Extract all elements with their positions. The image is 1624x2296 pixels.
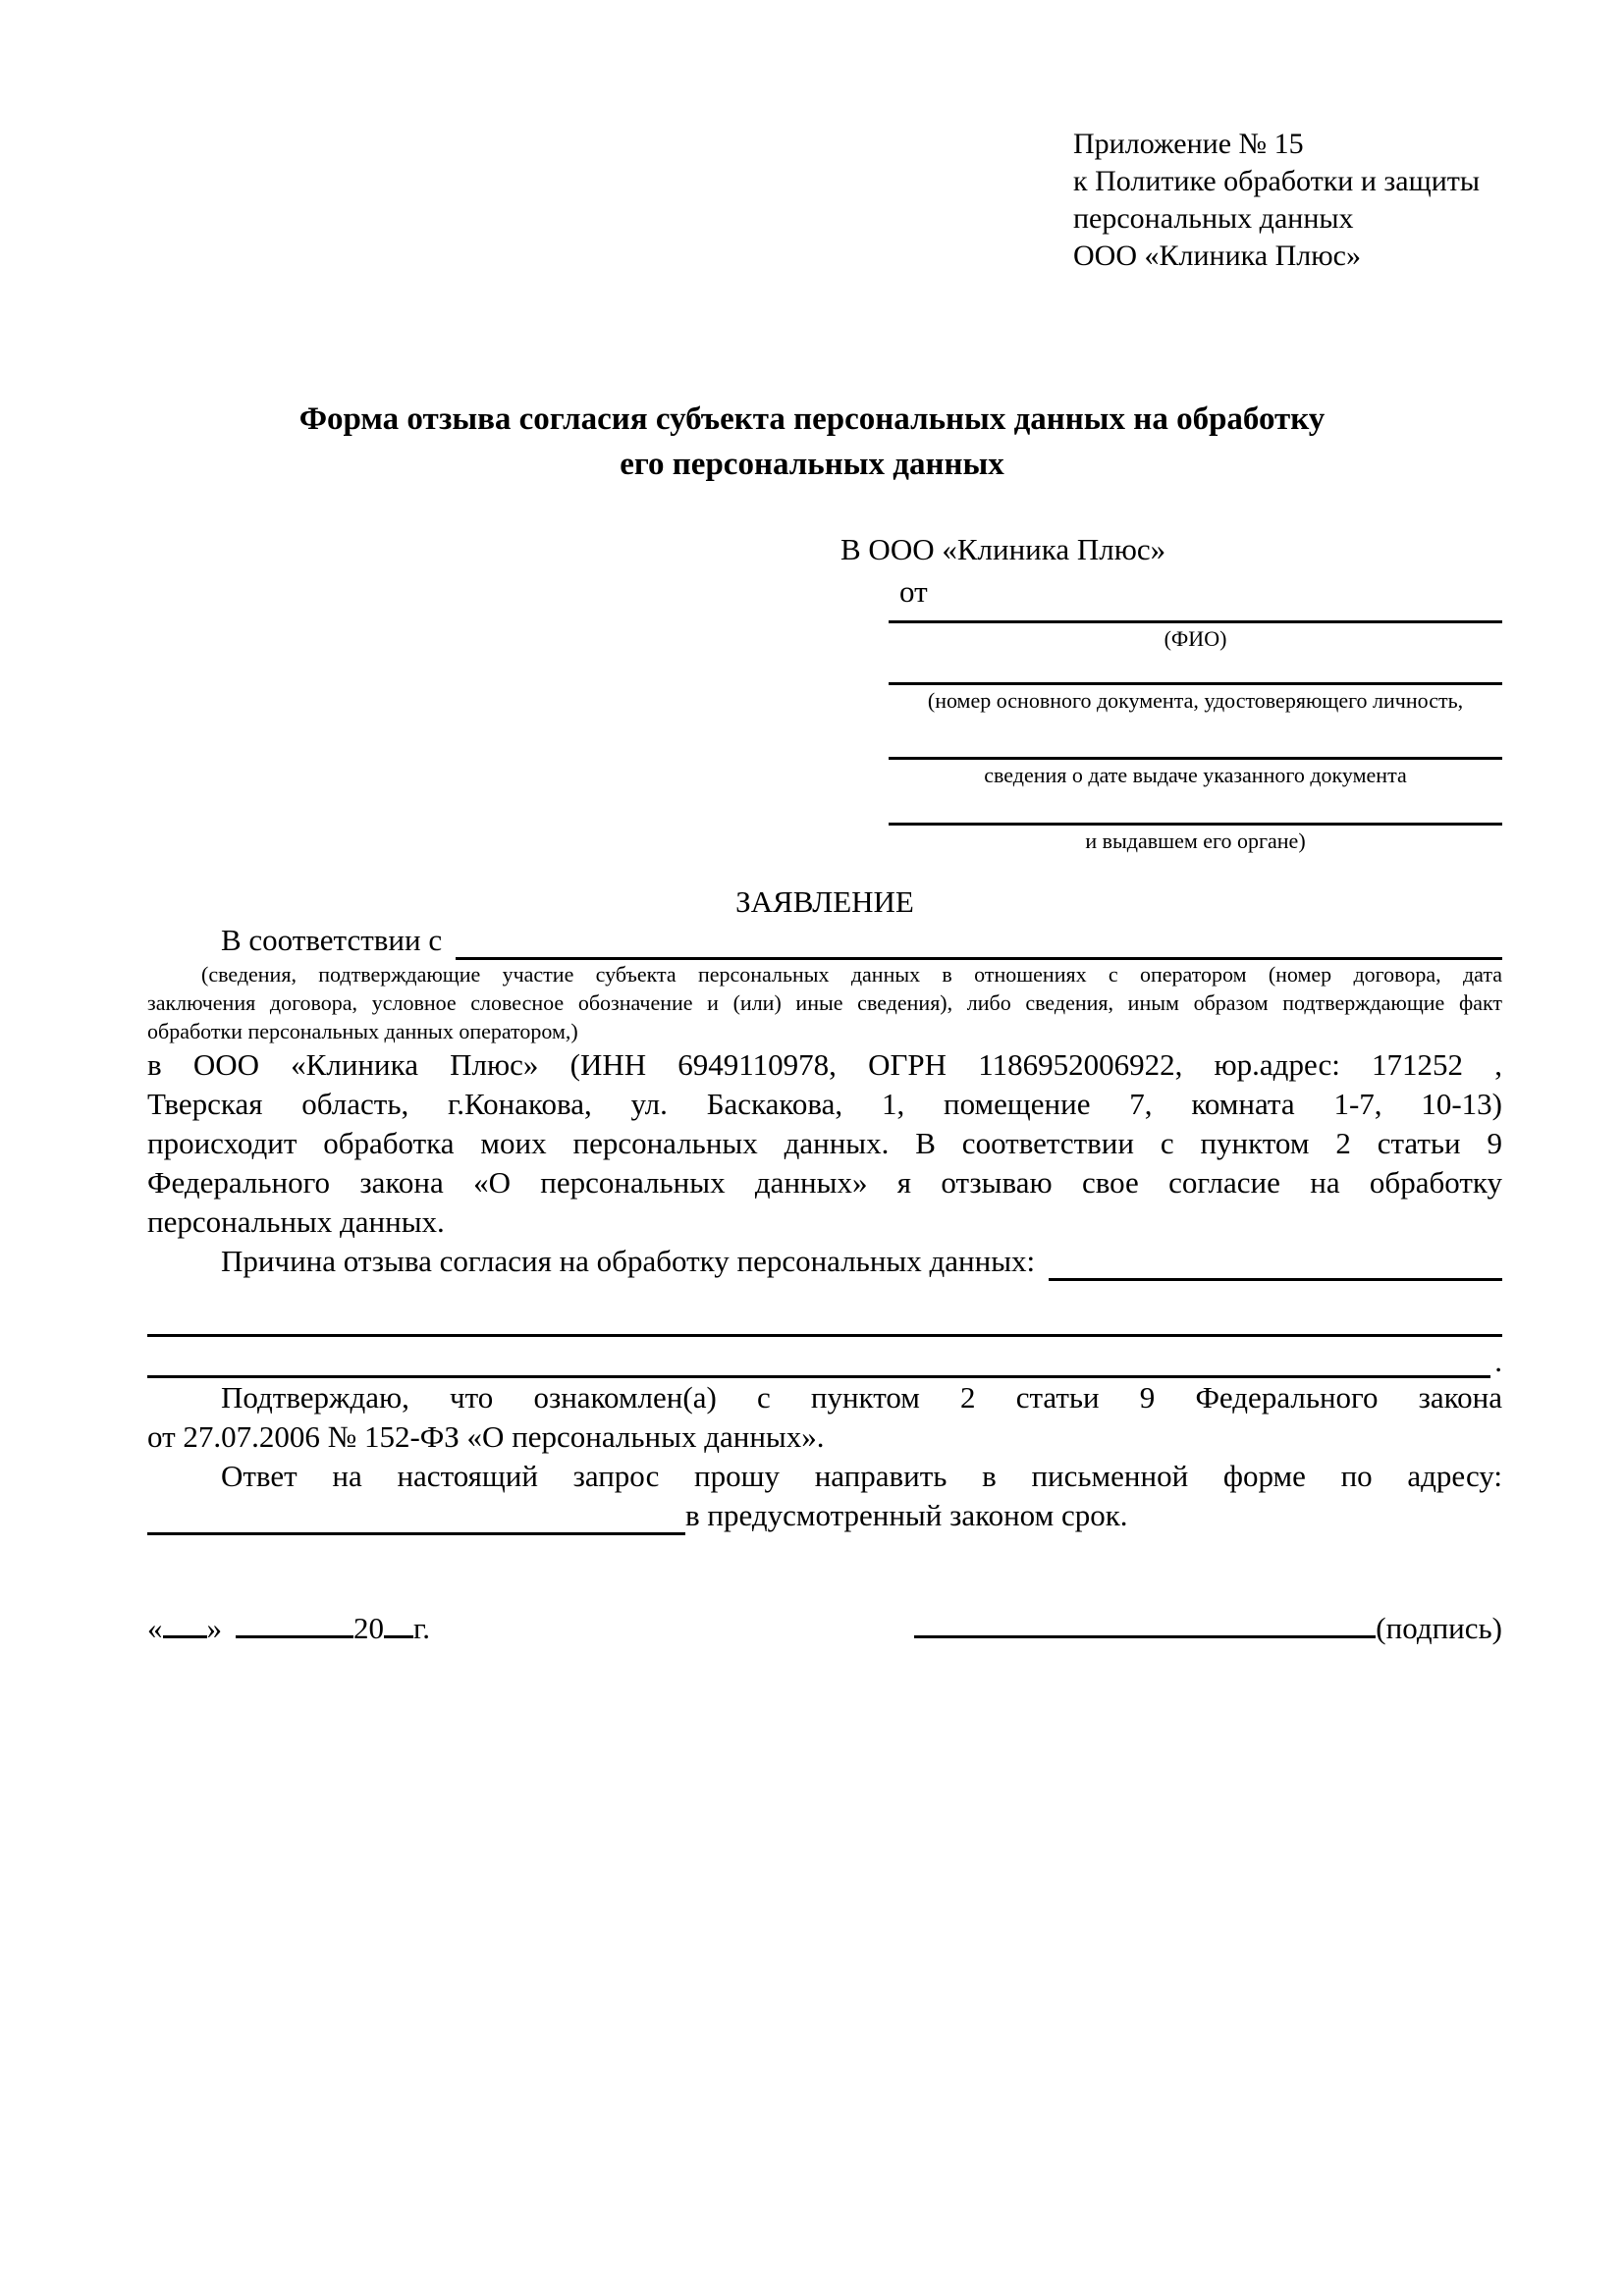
fine-print-line-3: обработки персональных данных оператором,) [147, 1019, 578, 1043]
reply-line: Ответ на настоящий запрос прошу направить в письменной форме по адресу: [221, 1459, 1502, 1493]
appendix-line-4: ООО «Клиника Плюс» [1073, 240, 1361, 272]
reason-line-period: . [1494, 1344, 1502, 1378]
reason-blank-line-2-row [147, 1337, 1502, 1378]
reason-label: Причина отзыва согласия на обработку персональных данных: [221, 1244, 1036, 1278]
addressee-to: В ООО «Клиника Плюс» [840, 532, 1166, 566]
body-line-4: Федерального закона «О персональных данных» я отзываю свое согласие на обработку [147, 1165, 1502, 1200]
date-open-quote: « [147, 1611, 163, 1645]
fio-caption: (ФИО) [1164, 626, 1227, 651]
appendix-line-2: к Политике обработки и защиты [1073, 165, 1481, 197]
page-title-line-2: его персональных данных [620, 447, 1004, 482]
reason-inline-blank[interactable] [1049, 1245, 1502, 1281]
confirm-line-2: от 27.07.2006 № 152-ФЗ «О персональных данных». [147, 1419, 825, 1454]
reason-blank-line-2[interactable] [147, 1336, 1490, 1378]
reply-address-row [147, 1496, 1502, 1535]
reason-blank-line-1[interactable] [147, 1295, 1502, 1337]
body-line-3: происходит обработка моих персональных данных. В соответствии с пунктом 2 статьи 9 [147, 1126, 1502, 1160]
confirm-line-1: Подтверждаю, что ознакомлен(а) с пунктом 2 статьи 9 Федерального закона [221, 1380, 1502, 1415]
signature-row [147, 1608, 1502, 1648]
accordance-blank-line[interactable] [456, 924, 1502, 960]
signature-area [914, 1608, 1502, 1648]
date-month-blank[interactable] [236, 1608, 353, 1638]
fio-blank-line[interactable] [889, 591, 1502, 623]
reason-line [147, 1242, 1502, 1281]
appendix-block [1073, 126, 1480, 275]
date-year-blank[interactable] [384, 1608, 413, 1638]
appendix-line-1: Приложение № 15 [1073, 128, 1304, 160]
reply-address-blank[interactable] [147, 1499, 685, 1535]
doc-number-blank-line[interactable] [889, 653, 1502, 685]
date-year-prefix: 20 [353, 1611, 384, 1645]
fine-print-line-1: (сведения, подтверждающие участие субъекта персональных данных в отношениях с оператором (номер договора, дата [201, 962, 1502, 987]
signature-date [147, 1608, 430, 1648]
signature-blank[interactable] [914, 1608, 1376, 1638]
body-line-2: Тверская область, г.Конакова, ул. Баскакова, 1, помещение 7, комната 1-7, 10-13) [147, 1087, 1502, 1121]
accordance-line [147, 921, 1502, 960]
doc-caption-1: (номер основного документа, удостоверяющего личность, [927, 688, 1464, 713]
signature-caption: (подпись) [1376, 1611, 1502, 1645]
doc-date-blank-line[interactable] [889, 727, 1502, 760]
doc-issuer-blank-line[interactable] [889, 793, 1502, 826]
page-title [0, 397, 1624, 487]
page-title-line-1: Форма отзыва согласия субъекта персональных данных на обработку [298, 401, 1326, 437]
statement-heading: ЗАЯВЛЕНИЕ [735, 884, 914, 919]
doc-caption-3: и выдавшем его органе) [1085, 828, 1306, 853]
addressee-from-label: от [899, 574, 928, 609]
fine-print-line-2: заключения договора, условное словесное обозначение и (или) иные сведения), либо сведения, иным образом подтверждающие факт [147, 990, 1502, 1015]
accordance-prefix: В соответствии с [221, 923, 443, 957]
body-line-5: персональных данных. [147, 1204, 445, 1239]
date-year-suffix: г. [413, 1611, 430, 1645]
doc-caption-2: сведения о дате выдаче указанного документа [984, 763, 1407, 787]
date-day-blank[interactable] [163, 1608, 207, 1638]
date-close-quote: » [206, 1611, 222, 1645]
reply-tail: в предусмотренный законом срок. [685, 1498, 1128, 1532]
body-line-1: в ООО «Клиника Плюс» (ИНН 6949110978, ОГРН 1186952006922, юр.адрес: 171252 , [147, 1047, 1502, 1082]
statement-body [147, 921, 1502, 1535]
appendix-line-3: персональных данных [1073, 202, 1354, 235]
